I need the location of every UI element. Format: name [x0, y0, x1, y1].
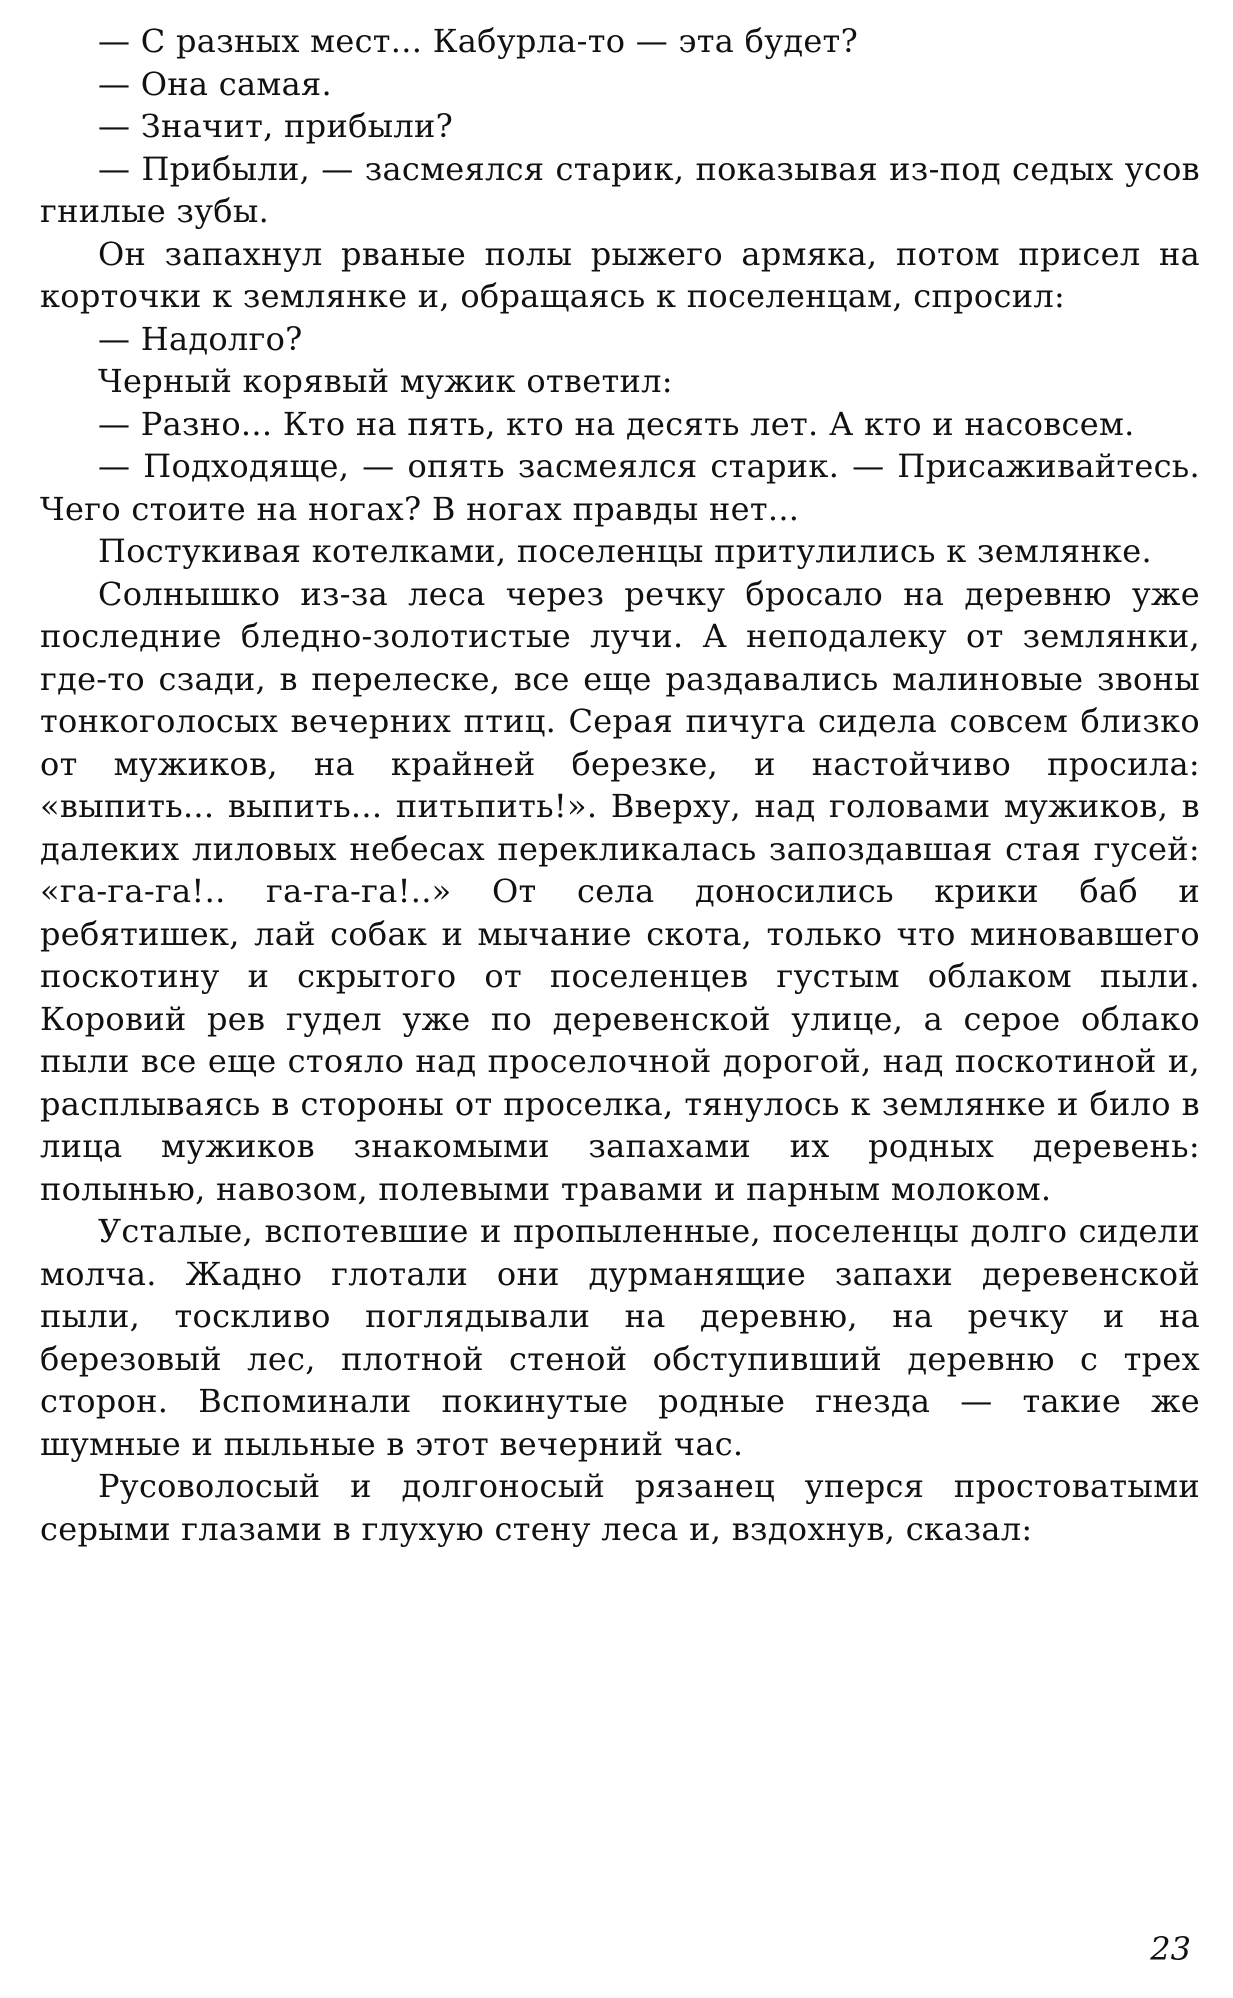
- paragraph-13: Русоволосый и долгоносый рязанец уперся простоватыми серыми глазами в глухую стену леса и, вздохнув, сказал:: [40, 1467, 1200, 1548]
- paragraph-5: Он запахнул рваные полы рыжего армяка, потом присел на корточки к землянке и, обращаясь к поселенцам, спросил:: [40, 234, 1200, 315]
- paragraph-4: — Прибыли, — засмеялся старик, показывая из-под седых усов гнилые зубы.: [40, 149, 1200, 230]
- paragraph-10: Постукивая котелками, поселенцы притулились к землянке.: [98, 532, 1152, 570]
- page-body: [40, 20, 1200, 1550]
- paragraph-12: Усталые, вспотевшие и пропыленные, поселенцы долго сидели молча. Жадно глотали они дурманящие запахи деревенской пыли, тоскливо поглядывали на деревню, на речку и на березовый лес, плотной стеной обступивший деревню с трех сторон. Вспоминали покинутые родные гнезда — такие же шумные и пыльные в этот вечерний час.: [40, 1212, 1200, 1463]
- page-number: 23: [1150, 1930, 1191, 1968]
- paragraph-7: Черный корявый мужик ответил:: [98, 362, 673, 400]
- paragraph-9: — Подходяще, — опять засмеялся старик. — Присаживайтесь. Чего стоите на ногах? В ногах правды нет...: [40, 447, 1200, 528]
- paragraph-8: — Разно... Кто на пять, кто на десять лет. А кто и насовсем.: [98, 404, 1135, 443]
- paragraph-2: — Она самая.: [98, 64, 332, 103]
- paragraph-6: — Надолго?: [98, 319, 303, 358]
- paragraph-3: — Значит, прибыли?: [98, 107, 454, 145]
- paragraph-1: — С разных мест... Кабурла-то — эта будет?: [98, 22, 859, 60]
- paragraph-11: Солнышко из-за леса через речку бросало на деревню уже последние бледно-золотистые лучи. А неподалеку от землянки, где-то сзади, в перелеске, все еще раздавались малиновые звоны тонкоголосых вечерних птиц. Серая пичуга сидела совсем близко от мужиков, на крайней березке, и настойчиво просила: «выпить... выпить... питьпить!». Вверху, над головами мужиков, в далеких лиловых небесах перекликалась запоздавшая стая гусей: «га-га-га!.. га-га-га!..» От села доносились крики баб и ребятишек, лай собак и мычание скота, только что миновавшего поскотину и скрытого от поселенцев густым облаком пыли. Коровий рев гудел уже по деревенской улице, а серое облако пыли все еще стояло над проселочной дорогой, над поскотиной и, расплываясь в стороны от проселка, тянулось к землянке и било в лица мужиков знакомыми запахами их родных деревень: полынью, навозом, полевыми травами и парным молоком.: [40, 574, 1200, 1208]
